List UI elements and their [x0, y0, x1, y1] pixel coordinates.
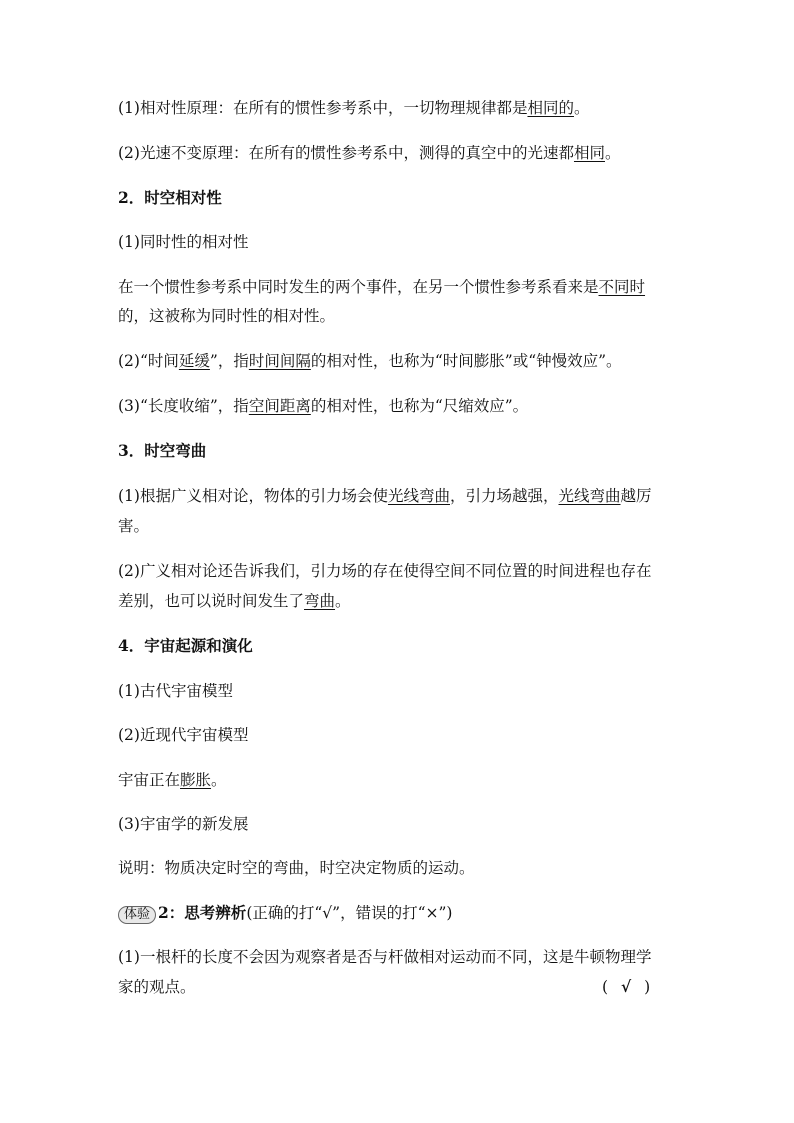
- underlined-answer: 膨胀: [180, 771, 212, 789]
- modern-model: (2)近现代宇宙模型: [118, 726, 249, 744]
- general-relativity-time: (2)广义相对论还告诉我们，引力场的存在使得空间不同位置的时间进程也存在: [118, 562, 652, 580]
- section-heading-4: 4．宇宙起源和演化: [118, 636, 253, 655]
- explanation-note: 说明：物质决定时空的弯曲，时空决定物质的运动。: [118, 859, 475, 877]
- underlined-answer: 光线弯曲: [387, 487, 450, 505]
- question-1-cont: 家的观点。: [118, 978, 196, 996]
- check-mark: √: [620, 977, 632, 996]
- principle-light-speed: (2)光速不变原理：在所有的惯性参考系中，测得的真空中的光速都相同。: [118, 144, 621, 162]
- principle-relativity: (1)相对性原理：在所有的惯性参考系中，一切物理规律都是相同的。: [118, 99, 590, 117]
- length-contraction: (3)“长度收缩”，指空间距离的相对性，也称为“尺缩效应”。: [118, 397, 529, 415]
- general-relativity-light-cont: 害。: [118, 517, 150, 535]
- underlined-answer: 弯曲: [304, 592, 336, 610]
- section-heading-2: 2．时空相对性: [118, 188, 222, 207]
- experience-badge: 体验: [118, 906, 156, 924]
- underlined-answer: 时间间隔: [248, 352, 311, 370]
- time-dilation: (2)“时间延缓”，指时间间隔的相对性，也称为“时间膨胀”或“钟慢效应”。: [118, 352, 622, 370]
- sub-heading-simultaneity: (1)同时性的相对性: [118, 233, 249, 251]
- ancient-model: (1)古代宇宙模型: [118, 682, 233, 700]
- underlined-answer: 延缓: [178, 352, 210, 370]
- underlined-answer: 空间距离: [248, 397, 311, 415]
- underlined-answer: 不同时: [598, 278, 646, 296]
- simultaneity-text: 在一个惯性参考系中同时发生的两个事件，在另一个惯性参考系看来是不同时: [118, 278, 646, 296]
- underlined-answer: 相同的: [527, 99, 574, 117]
- general-relativity-time-cont: 差别，也可以说时间发生了弯曲。: [118, 592, 351, 610]
- question-1: (1)一根杆的长度不会因为观察者是否与杆做相对运动而不同，这是牛顿物理学: [118, 948, 652, 966]
- universe-expanding: 宇宙正在膨胀。: [118, 771, 227, 789]
- underlined-answer: 光线弯曲: [558, 487, 621, 505]
- general-relativity-light: (1)根据广义相对论，物体的引力场会使光线弯曲，引力场越强，光线弯曲越厉: [118, 487, 652, 505]
- exercise-heading: 体验 2：思考辨析(正确的打“√”，错误的打“×”): [118, 903, 452, 924]
- answer-box: ( √ ): [602, 977, 651, 996]
- cosmology-new-development: (3)宇宙学的新发展: [118, 815, 249, 833]
- section-heading-3: 3．时空弯曲: [118, 441, 207, 460]
- simultaneity-text-cont: 的，这被称为同时性的相对性。: [118, 307, 336, 325]
- underlined-answer: 相同: [573, 144, 605, 162]
